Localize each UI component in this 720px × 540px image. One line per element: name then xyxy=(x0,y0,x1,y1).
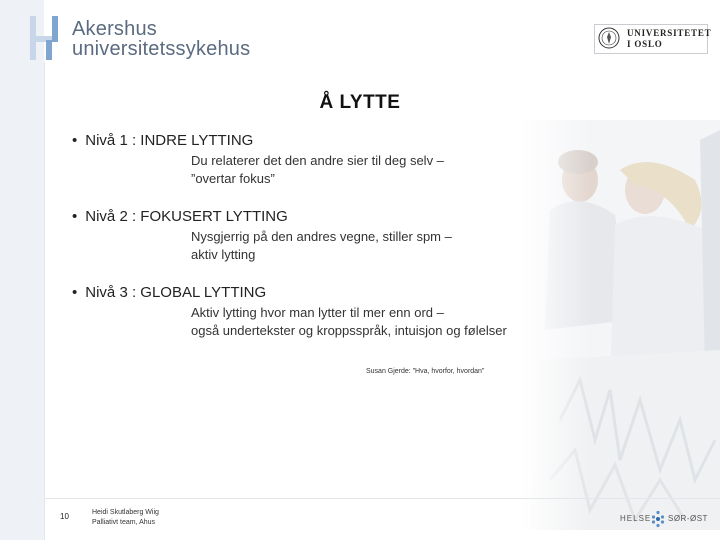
author-info xyxy=(92,508,159,528)
author-name: Heidi Skutlaberg Wiig xyxy=(92,509,159,516)
bullet-marker: • xyxy=(72,284,78,301)
left-divider xyxy=(44,62,45,540)
bullet-heading: Nivå 2 : FOKUSERT LYTTING xyxy=(85,208,288,225)
author-team: Palliativt team, Ahus xyxy=(92,519,156,526)
bullet-marker: • xyxy=(72,208,78,225)
description-line: aktiv lytting xyxy=(191,247,256,262)
ahus-cross-logo-icon xyxy=(28,16,68,62)
ahus-name-line2: universitetssykehus xyxy=(72,38,251,60)
page-number: 10 xyxy=(60,512,69,521)
helse-dots-icon xyxy=(651,510,665,528)
uio-name-line1: UNIVERSITETET xyxy=(627,28,712,38)
uio-name-line2: I OSLO xyxy=(627,39,663,49)
bullet-level-1-description xyxy=(191,152,444,188)
bullet-level-2-description xyxy=(191,228,452,264)
helse-text-right: SØR-ØST xyxy=(668,514,708,523)
uio-seal-icon xyxy=(598,27,620,49)
ahus-name-line1: Akershus xyxy=(72,18,157,40)
left-band xyxy=(0,0,44,540)
description-line: også undertekster og kroppsspråk, intuisjon og følelser xyxy=(191,323,507,338)
bullet-level-3-description xyxy=(191,304,507,340)
bullet-heading: Nivå 1 : INDRE LYTTING xyxy=(85,132,254,149)
citation: Susan Gjerde: ”Hva, hvorfor, hvordan” xyxy=(366,368,485,375)
description-line: Aktiv lytting hvor man lytter til mer enn ord – xyxy=(191,305,444,320)
helse-text-left: HELSE xyxy=(620,514,652,523)
description-line: Nysgjerrig på den andres vegne, stiller spm – xyxy=(191,229,452,244)
uio-logo xyxy=(594,24,712,54)
bullet-heading: Nivå 3 : GLOBAL LYTTING xyxy=(85,284,267,301)
bullet-level-1 xyxy=(72,132,253,149)
ahus-logo xyxy=(28,16,251,62)
description-line: Du relaterer det den andre sier til deg selv – xyxy=(191,153,444,168)
bullet-marker: • xyxy=(72,132,78,149)
slide-title: Å LYTTE xyxy=(319,92,401,113)
bullet-level-2 xyxy=(72,208,288,225)
footer-divider xyxy=(44,498,720,499)
helse-sor-ost-logo xyxy=(620,510,712,528)
faded-photo xyxy=(520,120,720,530)
bullet-level-3 xyxy=(72,284,266,301)
description-line: ”overtar fokus” xyxy=(191,171,275,186)
